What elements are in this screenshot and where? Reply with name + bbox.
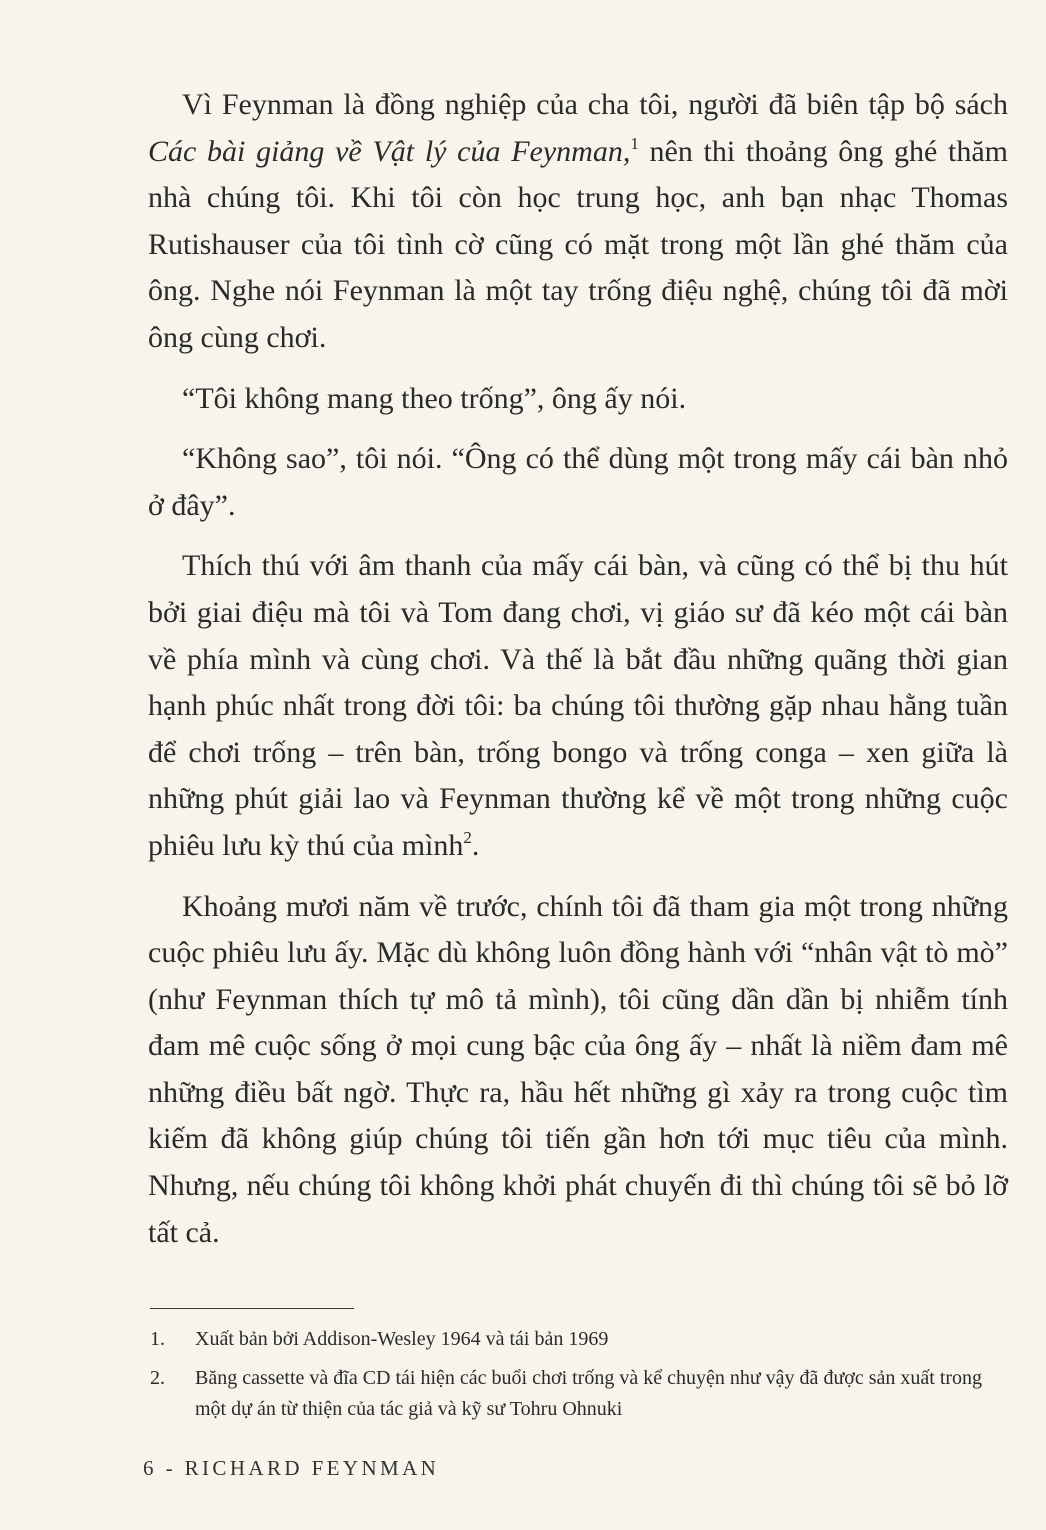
running-footer bbox=[143, 1456, 439, 1481]
footnote-ref-2: 2 bbox=[463, 827, 472, 847]
paragraph-1: Vì Feynman là đồng nghiệp của cha tôi, người đã biên tập bộ sách Các bài giảng về Vật lý của Feynman,$^1$ nên thi thoảng ông ghé thăm nhà chúng tôi. Khi tôi còn học trung học, anh bạn nhạc Thomas Rutishauser của tôi tình cờ cũng có mặt trong một lần ghé thăm của ông. Nghe nói Feynman là một tay trống điệu nghệ, chúng tôi đã mời ông cùng chơi. bbox=[148, 88, 1009, 354]
footnotes bbox=[150, 1324, 1010, 1433]
page-number: 6 bbox=[143, 1456, 157, 1480]
paragraph-2: “Tôi không mang theo trống”, ông ấy nói. bbox=[182, 381, 687, 415]
book-title-italic: Các bài giảng về Vật lý của Feynman, bbox=[148, 134, 631, 168]
footnote-divider bbox=[150, 1308, 354, 1309]
footnote-2 bbox=[150, 1363, 1010, 1425]
footer-separator: - bbox=[165, 1456, 176, 1480]
paragraph-3: “Không sao”, tôi nói. “Ông có thể dùng một trong mấy cái bàn nhỏ ở đây”. bbox=[148, 442, 1008, 522]
footnote-number: 2. bbox=[150, 1367, 165, 1389]
running-title: RICHARD FEYNMAN bbox=[184, 1456, 440, 1480]
paragraph-4: Thích thú với âm thanh của mấy cái bàn, và cũng có thể bị thu hút bởi giai điệu mà tôi và Tom đang chơi, vị giáo sư đã kéo một cái bàn về phía mình và cùng chơi. Và thế là bắt đầu những quãng thời gian hạnh phúc nhất trong đời tôi: ba chúng tôi thường gặp nhau hằng tuần để chơi trống – trên bàn, trống bongo và trống conga – xen giữa là những phút giải lao và Feynman thường kể về một trong những cuộc phiêu lưu kỳ thú của mình$^2$. bbox=[148, 549, 1008, 862]
footnote-text: Băng cassette và đĩa CD tái hiện các buổi chơi trống và kể chuyện như vậy đã được sản xuất trong một dự án từ thiện của tác giả và kỹ sư Tohru Ohnuki bbox=[195, 1367, 983, 1420]
footnote-number: 1. bbox=[150, 1328, 165, 1350]
footnote-1 bbox=[150, 1324, 1010, 1355]
footnote-ref-1: 1 bbox=[630, 133, 639, 153]
paragraph-5: Khoảng mươi năm về trước, chính tôi đã tham gia một trong những cuộc phiêu lưu ấy. Mặc dù không luôn đồng hành với “nhân vật tò mò” (như Feynman thích tự mô tả mình), tôi cũng dần dần bị nhiễm tính đam mê cuộc sống ở mọi cung bậc của ông ấy – nhất là niềm đam mê những điều bất ngờ. Thực ra, hầu hết những gì xảy ra trong cuộc tìm kiếm đã không giúp chúng tôi tiến gần hơn tới mục tiêu của mình. Nhưng, nếu chúng tôi không khởi phát chuyến đi thì chúng tôi sẽ bỏ lỡ tất cả. bbox=[148, 889, 1008, 1249]
footnote-text: Xuất bản bởi Addison-Wesley 1964 và tái bản 1969 bbox=[195, 1328, 609, 1350]
body-text bbox=[148, 82, 1008, 1256]
